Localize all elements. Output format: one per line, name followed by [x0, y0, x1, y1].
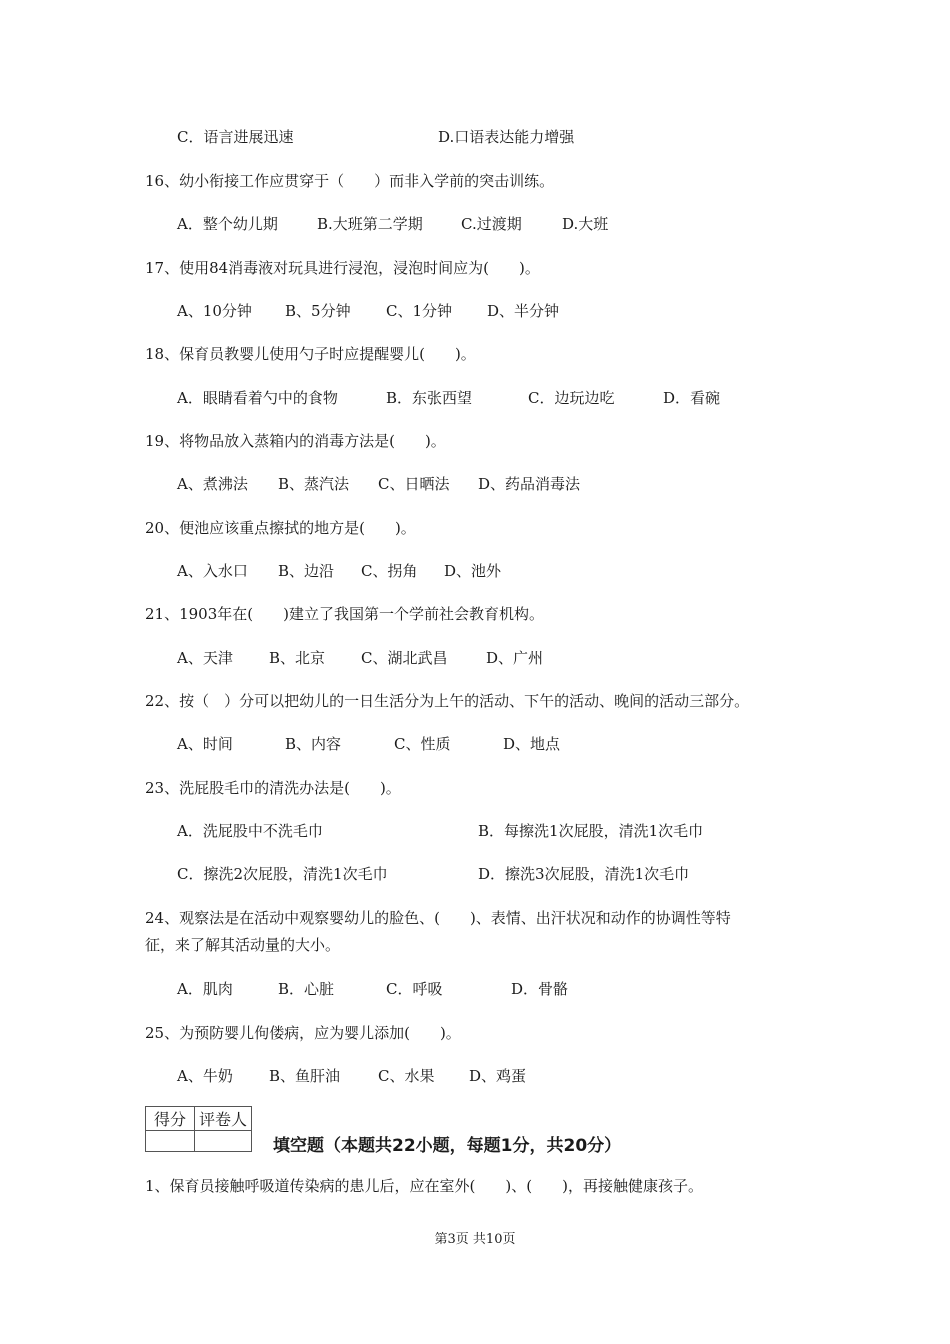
question-16: 16、幼小衔接工作应贯穿于（ ）而非入学前的突击训练。: [145, 172, 555, 190]
option-b: B．心脏: [278, 980, 335, 998]
option-b: B、边沿: [278, 562, 335, 580]
question-23: 23、洗屁股毛巾的清洗办法是( )。: [145, 779, 401, 797]
question-21: 21、1903年在( )建立了我国第一个学前社会教育机构。: [145, 605, 544, 623]
option-c: C.过渡期: [461, 215, 522, 233]
score-label: 得分: [146, 1107, 195, 1131]
option-d: D．看碗: [663, 389, 721, 407]
option-b: B．每擦洗1次屁股，清洗1次毛巾: [478, 822, 704, 840]
option-c: C、拐角: [361, 562, 418, 580]
option-a: A、10分钟: [177, 302, 252, 320]
question-22: 22、按（ ）分可以把幼儿的一日生活分为上午的活动、下午的活动、晚间的活动三部分。: [145, 692, 750, 710]
option-c: C、水果: [378, 1067, 435, 1085]
option-b: B、鱼肝油: [269, 1067, 341, 1085]
option-b: B.大班第二学期: [317, 215, 423, 233]
question-18: 18、保育员教婴儿使用勺子时应提醒婴儿( )。: [145, 345, 476, 363]
option-d: D．擦洗3次屁股，清洗1次毛巾: [478, 865, 690, 883]
option-b: B、内容: [285, 735, 342, 753]
option-d: D、半分钟: [487, 302, 560, 320]
option-a: A、时间: [177, 735, 233, 753]
option-b: B、5分钟: [285, 302, 351, 320]
option-d: D．骨骼: [511, 980, 569, 998]
question-24-cont: 征，来了解其活动量的大小。: [145, 936, 341, 954]
question-25: 25、为预防婴儿佝偻病，应为婴儿添加( )。: [145, 1024, 461, 1042]
page-footer: 第3页 共10页: [434, 1232, 516, 1247]
option-a: A．肌肉: [177, 980, 233, 998]
question-20: 20、便池应该重点擦拭的地方是( )。: [145, 519, 416, 537]
score-table: [145, 1106, 252, 1152]
option-c: C、1分钟: [386, 302, 453, 320]
option-c: C、性质: [394, 735, 451, 753]
option-d: D、药品消毒法: [478, 475, 581, 493]
option-a: A．整个幼儿期: [177, 215, 278, 233]
option-c: C．擦洗2次屁股，清洗1次毛巾: [177, 865, 388, 883]
option-b: B、北京: [269, 649, 326, 667]
option-d: D.大班: [562, 215, 609, 233]
option-d: D、鸡蛋: [469, 1067, 527, 1085]
option-a: A．眼睛看着勺中的食物: [177, 389, 338, 407]
option-c: C．呼吸: [386, 980, 443, 998]
question-24: 24、观察法是在活动中观察婴幼儿的脸色、( )、表情、出汗状况和动作的协调性等特: [145, 909, 731, 927]
option-c: C．语言进展迅速: [177, 128, 294, 146]
option-a: A、天津: [177, 649, 233, 667]
fill-question-1: 1、保育员接触呼吸道传染病的患儿后，应在室外( )、( )，再接触健康孩子。: [145, 1177, 703, 1195]
option-a: A、牛奶: [177, 1067, 233, 1085]
option-a: A、入水口: [177, 562, 248, 580]
question-19: 19、将物品放入蒸箱内的消毒方法是( )。: [145, 432, 446, 450]
option-d: D、池外: [444, 562, 502, 580]
option-c: C、日晒法: [378, 475, 450, 493]
option-d: D.口语表达能力增强: [438, 128, 575, 146]
option-c: C．边玩边吃: [528, 389, 615, 407]
option-d: D、地点: [503, 735, 561, 753]
section-title: 填空题（本题共22小题，每题1分，共20分）: [273, 1136, 622, 1156]
option-a: A．洗屁股中不洗毛巾: [177, 822, 323, 840]
option-a: A、煮沸法: [177, 475, 248, 493]
option-b: B．东张西望: [386, 389, 473, 407]
score-cell: [146, 1131, 195, 1152]
option-d: D、广州: [486, 649, 544, 667]
option-c: C、湖北武昌: [361, 649, 448, 667]
question-17: 17、使用84消毒液对玩具进行浸泡，浸泡时间应为( )。: [145, 259, 540, 277]
option-b: B、蒸汽法: [278, 475, 350, 493]
reviewer-cell: [195, 1131, 252, 1152]
reviewer-label: 评卷人: [195, 1107, 252, 1131]
